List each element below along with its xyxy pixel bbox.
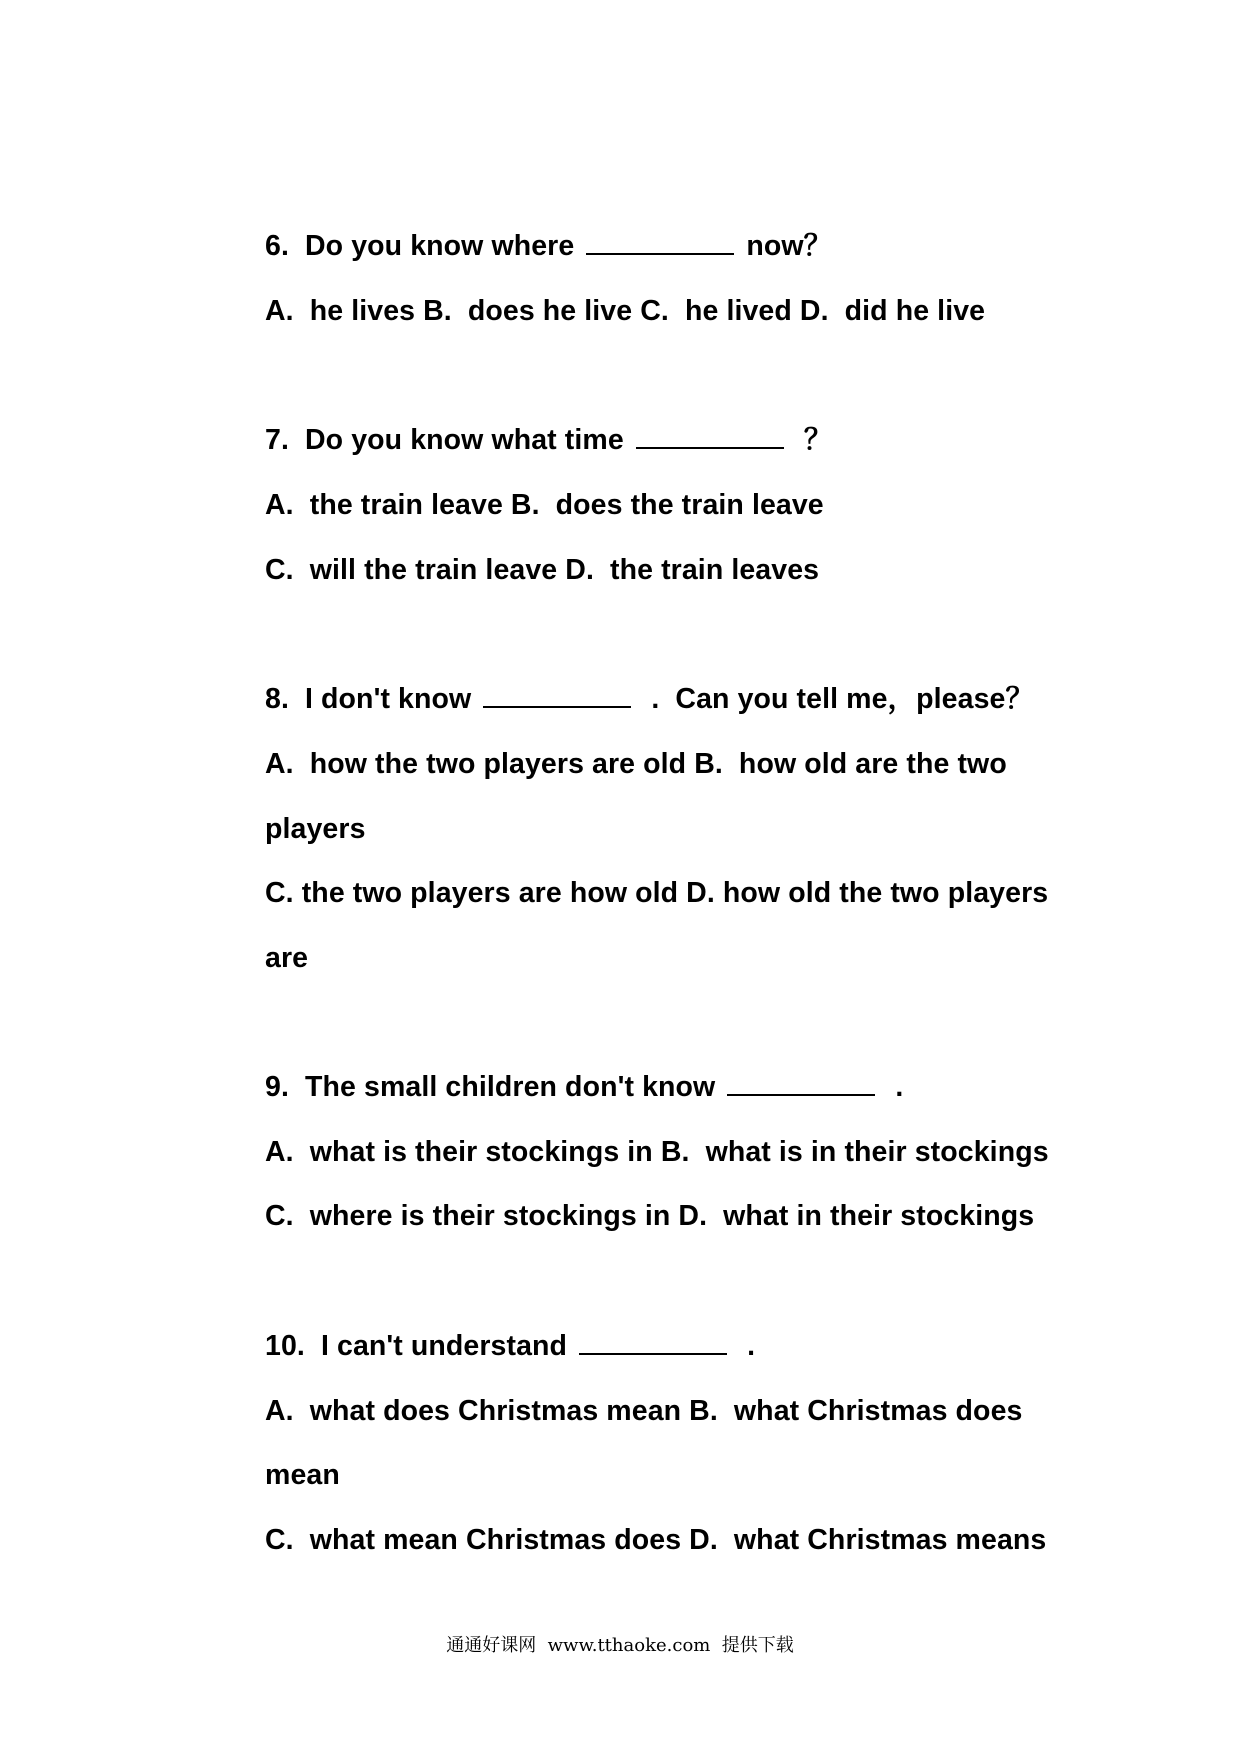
question-8-stem	[265, 682, 1034, 716]
question-7-options-line-2: C. will the train leave D. the train leaves	[265, 554, 820, 586]
page-footer: 通通好课网 www.tthaoke.com 提供下载	[446, 1635, 794, 1656]
question-6-stem-end: now？	[738, 230, 833, 262]
answer-blank	[727, 1070, 875, 1096]
question-8-options-line-1: A. how the two players are old B. how old are the two	[265, 748, 1007, 780]
question-10-stem	[265, 1329, 755, 1363]
question-8-stem-end: . Can you tell me，please？	[635, 683, 1035, 715]
question-9-options-line-2: C. where is their stockings in D. what in their stockings	[265, 1200, 1035, 1232]
question-9-stem-end: .	[879, 1071, 904, 1103]
question-10-options-line-1: A. what does Christmas mean B. what Christmas does	[265, 1395, 1023, 1427]
answer-blank	[586, 229, 734, 255]
question-7-options-line-1: A. the train leave B. does the train leave	[265, 489, 824, 521]
question-8-stem-text: 8. I don't know	[265, 683, 480, 715]
answer-blank	[483, 682, 631, 708]
question-10-stem-end: .	[731, 1330, 756, 1362]
question-8-options-line-4: are	[265, 942, 309, 974]
question-6-options: A. he lives B. does he live C. he lived D. did he live	[265, 295, 986, 327]
question-9-stem	[265, 1070, 903, 1104]
question-9-options-line-1: A. what is their stockings in B. what is in their stockings	[265, 1136, 1049, 1168]
answer-blank	[636, 423, 784, 449]
question-9-stem-text: 9. The small children don't know	[265, 1071, 724, 1103]
question-8-options-line-2: players	[265, 813, 366, 845]
question-6-stem-text: 6. Do you know where	[265, 230, 583, 262]
question-7-stem	[265, 423, 832, 457]
answer-blank	[579, 1329, 727, 1355]
question-6-stem	[265, 229, 832, 263]
question-7-stem-end: ？	[787, 424, 833, 456]
question-10-options-line-2: mean	[265, 1459, 340, 1491]
question-10-options-line-3: C. what mean Christmas does D. what Christmas means	[265, 1524, 1047, 1556]
question-8-options-line-3: C. the two players are how old D. how old the two players	[265, 877, 1049, 909]
question-7-stem-text: 7. Do you know what time	[265, 424, 632, 456]
question-10-stem-text: 10. I can't understand	[265, 1330, 576, 1362]
